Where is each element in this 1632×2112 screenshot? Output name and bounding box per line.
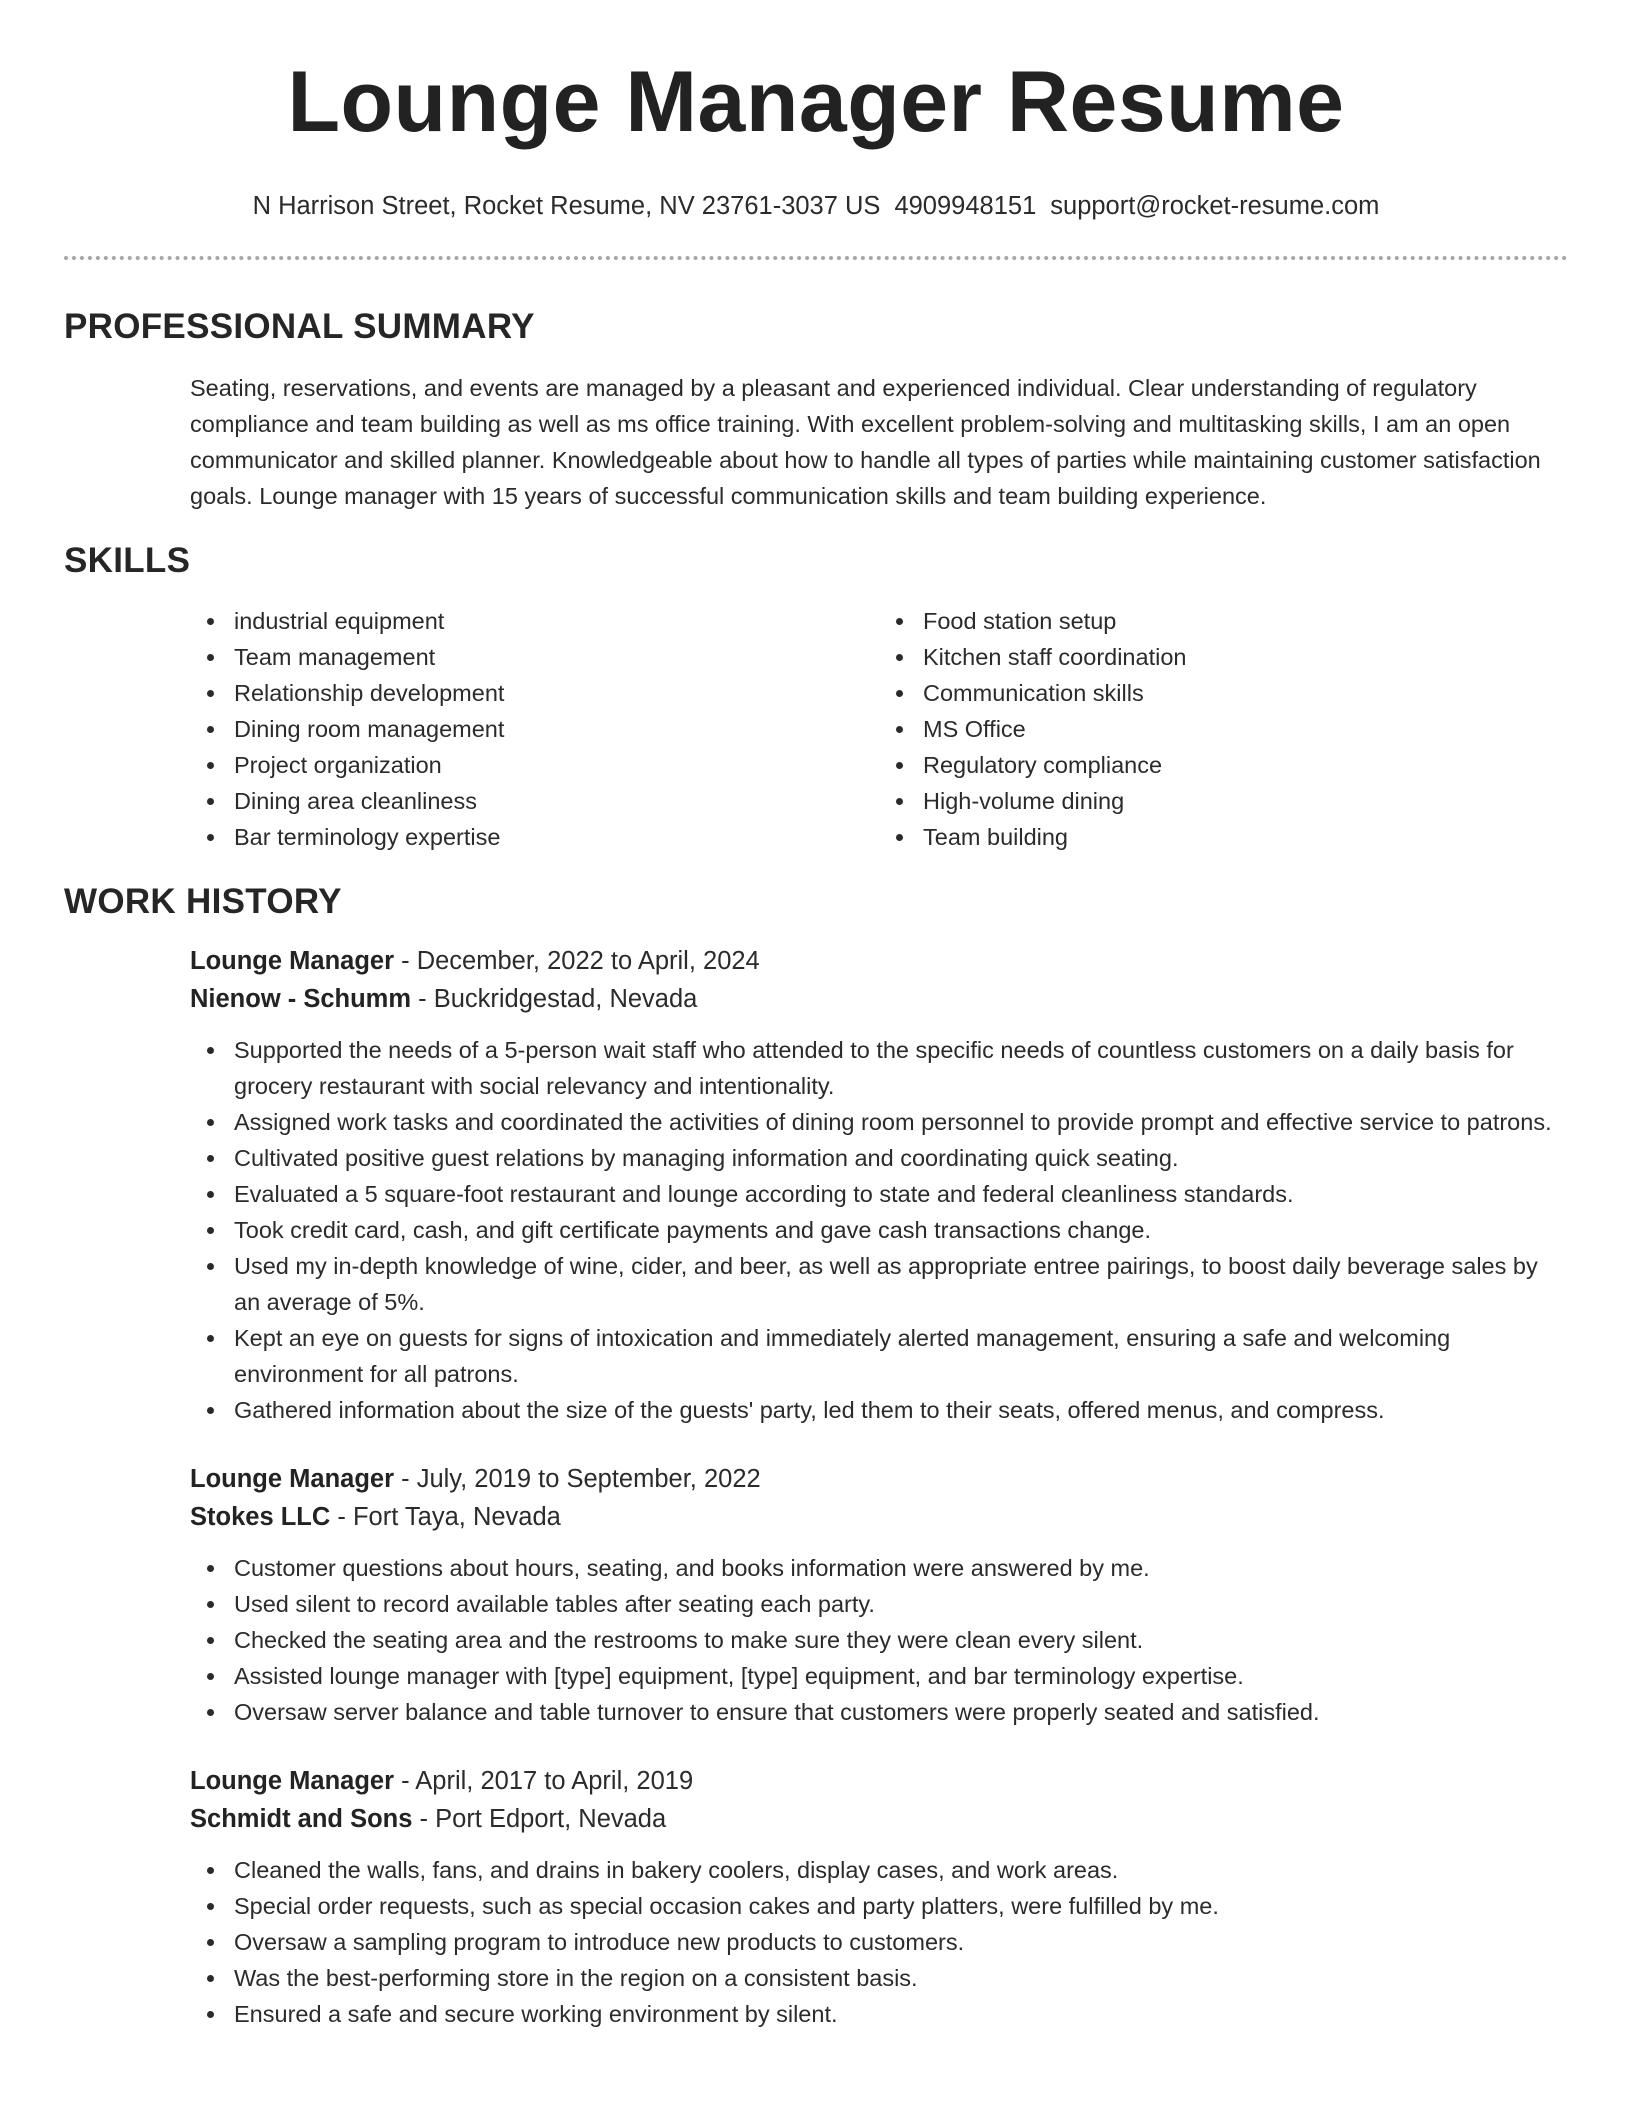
job-bullet: Special order requests, such as special occasion cakes and party platters, were fulfilled by me.: [234, 1888, 1568, 1924]
summary-text: Seating, reservations, and events are managed by a pleasant and experienced individual. Clear understanding of regulatory compliance and team building as well as ms office training. With excellent problem-solving and multitasking skills, I am an open communicator and skilled planner. Knowledgeable about how to handle all types of parties while maintaining customer satisfaction goals. Lounge manager with 15 years of successful communication skills and team building experience.: [190, 375, 1541, 509]
job-dates: July, 2019 to September, 2022: [416, 1465, 761, 1493]
skill-item: Food station setup: [923, 603, 1568, 639]
job-title-line: Lounge Manager - December, 2022 to April, 2024: [190, 947, 760, 975]
job-title: Lounge Manager: [190, 1767, 395, 1795]
summary-section: [64, 306, 1568, 514]
job-company-line: Stokes LLC - Fort Taya, Nevada: [190, 1503, 561, 1531]
job-bullet: Used silent to record available tables after seating each party.: [234, 1586, 1568, 1622]
skill-item: High-volume dining: [923, 783, 1568, 819]
job-entry: [190, 1460, 1568, 1730]
resume-title: Lounge Manager Resume: [287, 54, 1345, 150]
job-title-line: Lounge Manager - July, 2019 to September, 2022: [190, 1465, 761, 1493]
job-bullet: Cleaned the walls, fans, and drains in bakery coolers, display cases, and work areas.: [234, 1852, 1568, 1888]
job-bullets: [190, 1032, 1568, 1428]
contact-email[interactable]: support@rocket-resume.com: [1050, 192, 1380, 220]
job-entry: [190, 1762, 1568, 2032]
job-bullet: Oversaw a sampling program to introduce new products to customers.: [234, 1924, 1568, 1960]
job-dates: December, 2022 to April, 2024: [416, 947, 760, 975]
skill-item: Communication skills: [923, 675, 1568, 711]
job-bullets: [190, 1852, 1568, 2032]
skill-item: MS Office: [923, 711, 1568, 747]
job-bullet: Assisted lounge manager with [type] equipment, [type] equipment, and bar terminology expertise.: [234, 1658, 1568, 1694]
contact-phone: 4909948151: [894, 192, 1037, 220]
skill-item: Relationship development: [234, 675, 879, 711]
work-heading: WORK HISTORY: [64, 882, 342, 921]
skills-heading: SKILLS: [64, 541, 191, 580]
job-company-line: Schmidt and Sons - Port Edport, Nevada: [190, 1805, 667, 1833]
job-title-line: Lounge Manager - April, 2017 to April, 2019: [190, 1767, 694, 1795]
skill-item: Bar terminology expertise: [234, 819, 879, 855]
job-bullets: [190, 1550, 1568, 1730]
job-bullet: Customer questions about hours, seating, and books information were answered by me.: [234, 1550, 1568, 1586]
skill-item: industrial equipment: [234, 603, 879, 639]
contact-address: N Harrison Street, Rocket Resume, NV 23761-3037 US: [252, 192, 881, 220]
job-bullet: Gathered information about the size of the guests' party, led them to their seats, offered menus, and compress.: [234, 1392, 1568, 1428]
job-title: Lounge Manager: [190, 947, 395, 975]
skill-item: Project organization: [234, 747, 879, 783]
job-bullet: Took credit card, cash, and gift certificate payments and gave cash transactions change.: [234, 1212, 1568, 1248]
job-entry: [190, 942, 1568, 1428]
job-bullet: Kept an eye on guests for signs of intoxication and immediately alerted management, ensuring a safe and welcoming environment for all patrons.: [234, 1320, 1568, 1392]
skills-list-left: [190, 603, 879, 855]
job-bullet: Checked the seating area and the restrooms to make sure they were clean every silent.: [234, 1622, 1568, 1658]
job-location: Buckridgestad, Nevada: [433, 985, 698, 1013]
summary-heading: PROFESSIONAL SUMMARY: [64, 307, 535, 346]
skill-item: Kitchen staff coordination: [923, 639, 1568, 675]
skill-item: Dining room management: [234, 711, 879, 747]
job-company-line: Nienow - Schumm - Buckridgestad, Nevada: [190, 985, 698, 1013]
job-company: Schmidt and Sons: [190, 1805, 413, 1833]
job-location: Fort Taya, Nevada: [352, 1503, 561, 1531]
skill-item: Team building: [923, 819, 1568, 855]
job-bullet: Supported the needs of a 5-person wait staff who attended to the specific needs of countless customers on a daily basis for grocery restaurant with social relevancy and intentionality.: [234, 1032, 1568, 1104]
skill-item: Regulatory compliance: [923, 747, 1568, 783]
job-bullet: Used my in-depth knowledge of wine, cider, and beer, as well as appropriate entree pairings, to boost daily beverage sales by an average of 5%.: [234, 1248, 1568, 1320]
skills-list-right: [879, 603, 1568, 855]
job-dates: April, 2017 to April, 2019: [415, 1767, 694, 1795]
job-bullet: Assigned work tasks and coordinated the activities of dining room personnel to provide prompt and effective service to patrons.: [234, 1104, 1568, 1140]
job-bullet: Ensured a safe and secure working environment by silent.: [234, 1996, 1568, 2032]
job-location: Port Edport, Nevada: [435, 1805, 667, 1833]
job-company: Nienow - Schumm: [190, 985, 412, 1013]
job-company: Stokes LLC: [190, 1503, 331, 1531]
contact-line: [64, 190, 1568, 222]
skill-item: Team management: [234, 639, 879, 675]
job-bullet: Oversaw server balance and table turnover to ensure that customers were properly seated and satisfied.: [234, 1694, 1568, 1730]
job-bullet: Cultivated positive guest relations by managing information and coordinating quick seating.: [234, 1140, 1568, 1176]
work-section: [64, 881, 1568, 2032]
skill-item: Dining area cleanliness: [234, 783, 879, 819]
job-bullet: Was the best-performing store in the region on a consistent basis.: [234, 1960, 1568, 1996]
job-title: Lounge Manager: [190, 1465, 395, 1493]
job-bullet: Evaluated a 5 square-foot restaurant and lounge according to state and federal cleanliness standards.: [234, 1176, 1568, 1212]
header-divider: [64, 256, 1568, 260]
skills-section: [64, 540, 1568, 855]
